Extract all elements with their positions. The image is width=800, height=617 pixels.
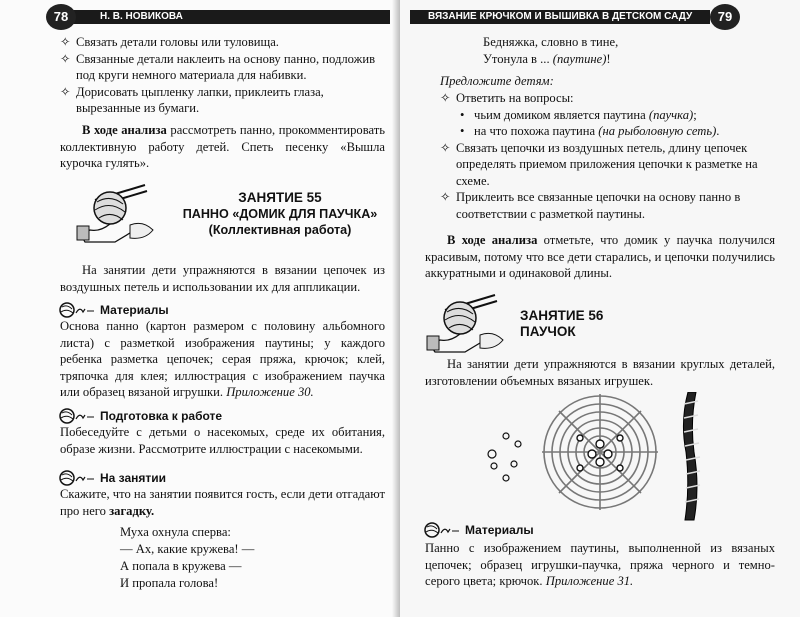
right-analysis: В ходе анализа отметьте, что домик у паучка получился красивым, потому что все дети старались, и цепочки получились аккуратными и одинаковой длины. [425,233,775,280]
yarn-ball-needles-icon [75,180,170,245]
diamond-star-bullet-icon: ✧ [440,190,451,204]
diamond-star-bullet-icon: ✧ [440,140,451,155]
left-materials-text: Основа панно (картон размером с половину альбомного листа) с разметкой изображения паутины; у каждого ребенка разметка цепочек; серая пряжа, крючок; клей, тряпочка для клея; иллюстрация с изображением паучка или образец вязаной игрушки. Приложение 30. [60,319,385,399]
yarn-swirl-icon [58,408,96,424]
left-materials-heading: Материалы [58,302,169,318]
left-analysis: В ходе анализа рассмотреть панно, прокомментировать коллективную работу детей. Спеть песенку «Вышла курочка гулять». [60,123,385,170]
diamond-star-bullet-icon: ✧ [60,84,71,99]
left-page-number: 78 [46,4,76,30]
right-materials-text: Панно с изображением паутины, выполненной из вязаных цепочек; образец игрушки-паучка, пряжа черного и темно-серого цвета; крючок. Приложение 31. [425,541,775,588]
riddle-poem: Муха охнула сперва: — Ах, какие кружева! — А попала в кружева — И пропала голова! [120,525,255,590]
right-page-number: 79 [710,4,740,30]
list-item: ✧ Связать цепочки из воздушных петель, длину цепочек определять приемом приложения цепочки к разметке на схеме. [440,140,758,188]
lesson-55-heading: ЗАНЯТИЕ 55 ПАННО «ДОМИК ДЛЯ ПАУЧКА» (Коллективная работа) [182,190,378,237]
lesson-56-heading: ЗАНЯТИЕ 56 ПАУЧОК [520,308,604,339]
diamond-star-bullet-icon: ✧ [60,51,71,66]
suggest-label: Предложите детям: [440,74,554,88]
list-item: ✧ Связать детали головы или туловища. [60,35,279,49]
list-item: ✧ Дорисовать цыпленку лапки, приклеить глаза, вырезанные из бумаги. [60,84,324,115]
dot-bullet-icon: • [460,107,465,122]
diamond-star-bullet-icon: ✧ [440,91,451,105]
spider-web-illustration [480,392,780,522]
left-running-header: Н. В. НОВИКОВА [50,10,390,24]
left-top-bullets [60,34,385,117]
list-item: • чьим домиком является паутина (паучка); [460,107,697,122]
dot-bullet-icon: • [460,124,465,138]
right-materials-heading: Материалы [423,522,534,538]
riddle-answer-poem: Бедняжка, словно в тине, Утонула в ... (паутине)! [483,35,619,66]
right-intro: На занятии дети упражняются в вязании круглых деталей, изготовлении объемных вязаных игрушек. [425,357,775,388]
in-lesson-text: Скажите, что на занятии появится гость, если дети отгадают про него загадку. [60,487,385,518]
yarn-swirl-icon [58,470,96,486]
list-item: ✧ Ответить на вопросы: [440,91,574,105]
left-intro: На занятии дети упражняются в вязании цепочек из воздушных петель и использовании их для аппликации. [60,263,385,294]
preparation-heading: Подготовка к работе [58,408,222,424]
right-running-header: ВЯЗАНИЕ КРЮЧКОМ И ВЫШИВКА В ДЕТСКОМ САДУ [410,10,710,24]
right-task-list [440,90,775,222]
preparation-text: Побеседуйте с детьми о насекомых, среде их обитания, образе жизни. Рассмотрите иллюстрации с насекомыми. [60,425,385,456]
list-item: ✧ Приклеить все связанные цепочки на основу панно в соответствии с разметкой паутины. [440,190,741,221]
yarn-ball-needles-icon [425,290,520,355]
yarn-swirl-icon [58,302,96,318]
yarn-swirl-icon [423,522,461,538]
in-lesson-heading: На занятии [58,470,166,486]
list-item: ✧ Связанные детали наклеить на основу панно, подложив под круги немного материала для набивки. [60,51,376,82]
diamond-star-bullet-icon: ✧ [60,35,71,49]
list-item: • на что похожа паутина (на рыболовную сеть). [460,124,720,138]
